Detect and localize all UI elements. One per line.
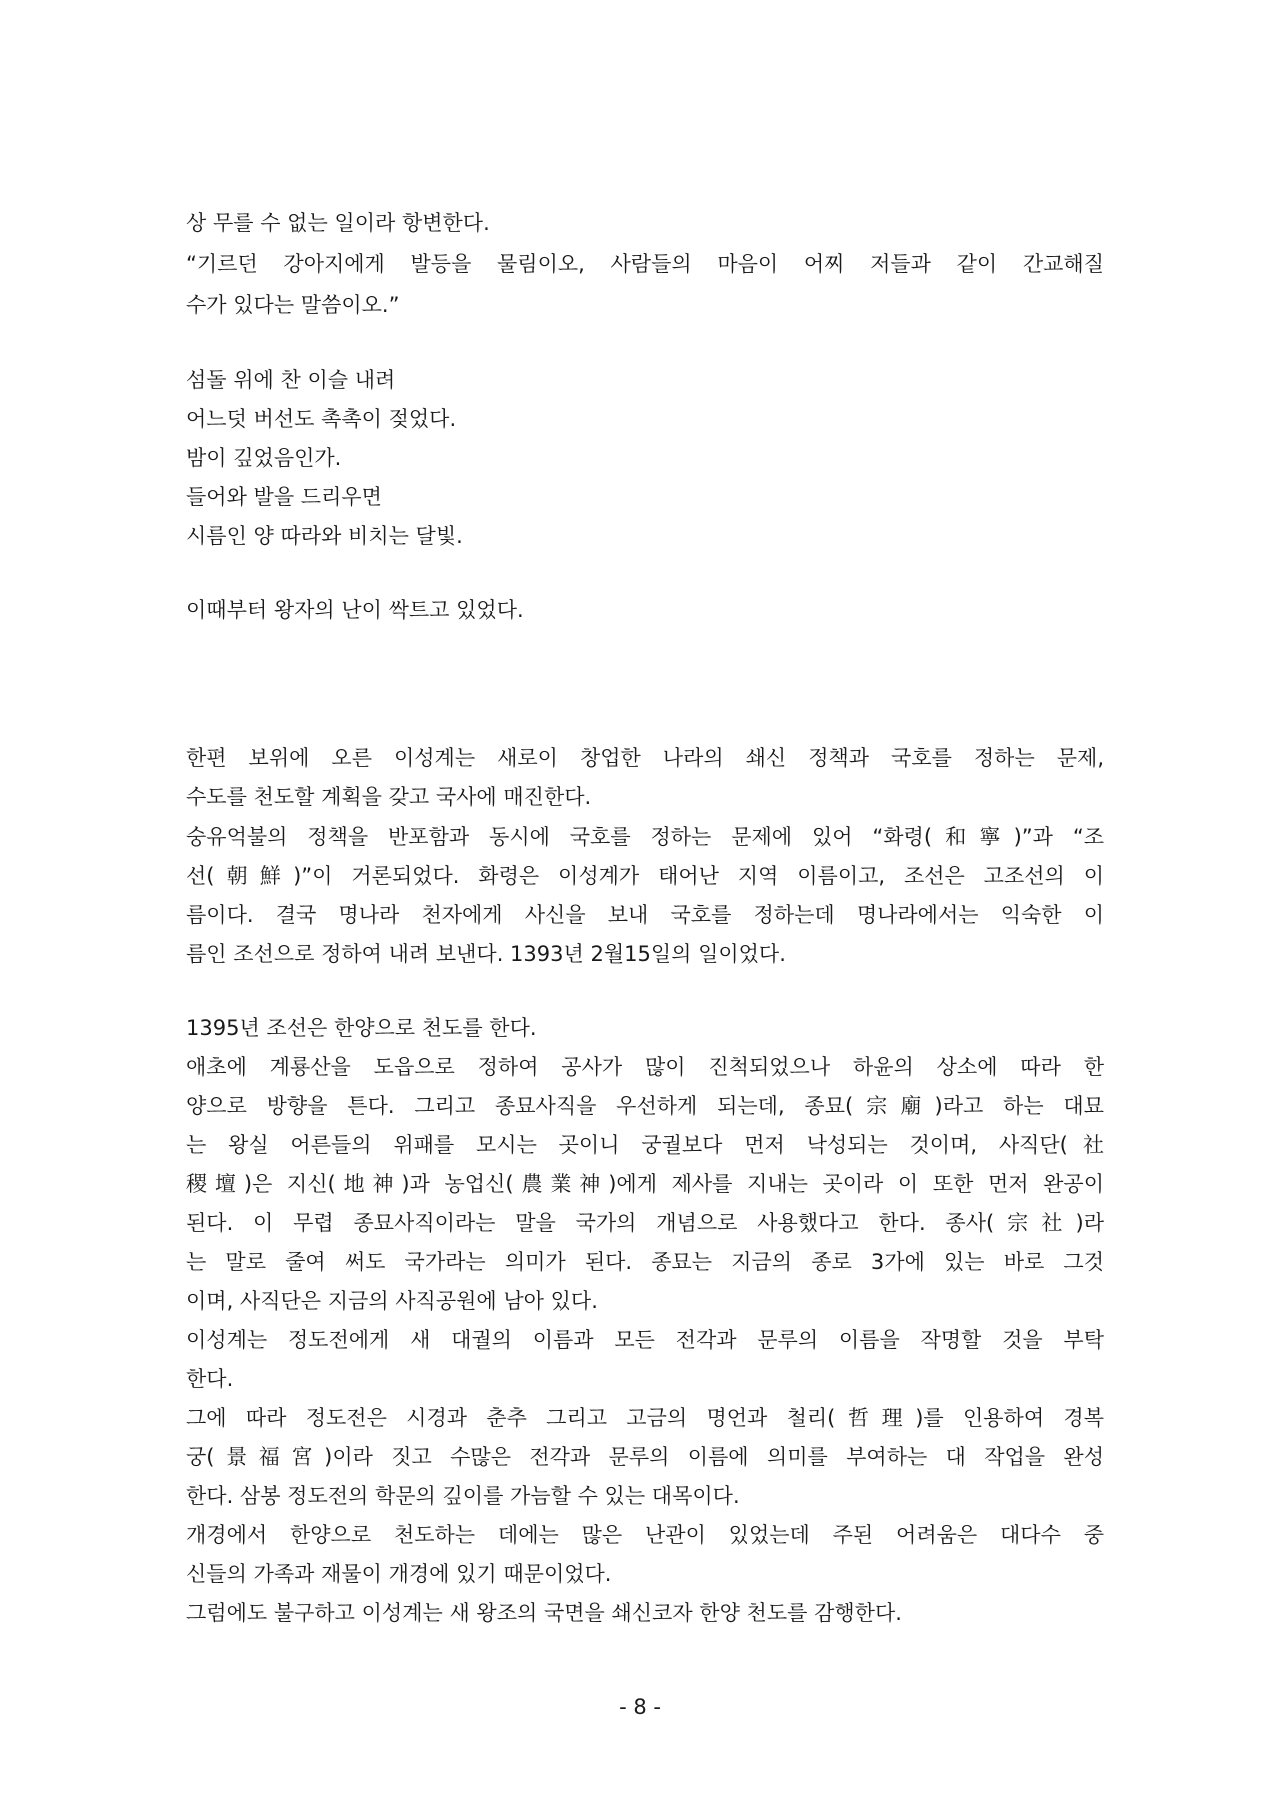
poem-line: 섬돌 위에 찬 이슬 내려 (186, 368, 396, 392)
poem-line: 어느덧 버선도 촉촉이 젖었다. (186, 407, 457, 431)
text-line: 이성계는 정도전에게 새 대궐의 이름과 모든 전각과 문루의 이름을 작명할 것을 부탁 (186, 1328, 1104, 1352)
page-number: - 8 - (619, 1695, 661, 1719)
text-line: 름이다. 결국 명나라 천자에게 사신을 보내 국호를 정하는데 명나라에서는 익숙한 이 (186, 903, 1104, 927)
text-line: 름인 조선으로 정하여 내려 보낸다. 1393년 2월15일의 일이었다. (186, 942, 786, 966)
text-line: 稷壇)은 지신(地神)과 농업신(農業神)에게 제사를 지내는 곳이라 이 또한 먼저 완공이 (186, 1172, 1104, 1196)
text-line: 그에 따라 정도전은 시경과 춘추 그리고 고금의 명언과 철리(哲理)를 인용하여 경복 (186, 1406, 1104, 1430)
poem-line: 밤이 깊었음인가. (186, 446, 342, 470)
text-line: 한다. (186, 1367, 234, 1391)
text-line: 수도를 천도할 계획을 갖고 국사에 매진한다. (186, 785, 592, 809)
text-line: 수가 있다는 말씀이오.” (186, 293, 400, 317)
text-line: 상 무를 수 없는 일이라 항변한다. (186, 211, 490, 235)
text-line: 개경에서 한양으로 천도하는 데에는 많은 난관이 있었는데 주된 어려움은 대다수 중 (186, 1523, 1104, 1547)
text-line: 궁(景福宮)이라 짓고 수많은 전각과 문루의 이름에 의미를 부여하는 대 작업을 완성 (186, 1445, 1104, 1469)
text-line: 신들의 가족과 재물이 개경에 있기 때문이었다. (186, 1562, 612, 1586)
text-line: 된다. 이 무렵 종묘사직이라는 말을 국가의 개념으로 사용했다고 한다. 종사(宗社)라 (186, 1211, 1104, 1235)
poem-line: 들어와 발을 드리우면 (186, 485, 382, 509)
text-line: 애초에 계룡산을 도읍으로 정하여 공사가 많이 진척되었으나 하윤의 상소에 따라 한 (186, 1055, 1104, 1079)
text-line: 한다. 삼봉 정도전의 학문의 깊이를 가늠할 수 있는 대목이다. (186, 1484, 740, 1508)
text-line: 한편 보위에 오른 이성계는 새로이 창업한 나라의 쇄신 정책과 국호를 정하는 문제, (186, 746, 1104, 770)
text-line: 이때부터 왕자의 난이 싹트고 있었다. (186, 598, 524, 622)
text-line: 양으로 방향을 튼다. 그리고 종묘사직을 우선하게 되는데, 종묘(宗廟)라고 하는 대묘 (186, 1094, 1104, 1118)
text-line: 숭유억불의 정책을 반포함과 동시에 국호를 정하는 문제에 있어 “화령(和寧)”과 “조 (186, 825, 1104, 849)
text-line: 그럼에도 불구하고 이성계는 새 왕조의 국면을 쇄신코자 한양 천도를 감행한다. (186, 1601, 902, 1625)
text-line: 이며, 사직단은 지금의 사직공원에 남아 있다. (186, 1289, 598, 1313)
text-line: 선(朝鮮)”이 거론되었다. 화령은 이성계가 태어난 지역 이름이고, 조선은 고조선의 이 (186, 864, 1104, 888)
text-line: 는 왕실 어른들의 위패를 모시는 곳이니 궁궐보다 먼저 낙성되는 것이며, 사직단(社 (186, 1133, 1104, 1157)
poem-line: 시름인 양 따라와 비치는 달빛. (186, 524, 463, 548)
text-line: 1395년 조선은 한양으로 천도를 한다. (186, 1016, 537, 1040)
text-line: “기르던 강아지에게 발등을 물림이오, 사람들의 마음이 어찌 저들과 같이 간교해질 (186, 252, 1104, 276)
text-line: 는 말로 줄여 써도 국가라는 의미가 된다. 종묘는 지금의 종로 3가에 있는 바로 그것 (186, 1250, 1104, 1274)
